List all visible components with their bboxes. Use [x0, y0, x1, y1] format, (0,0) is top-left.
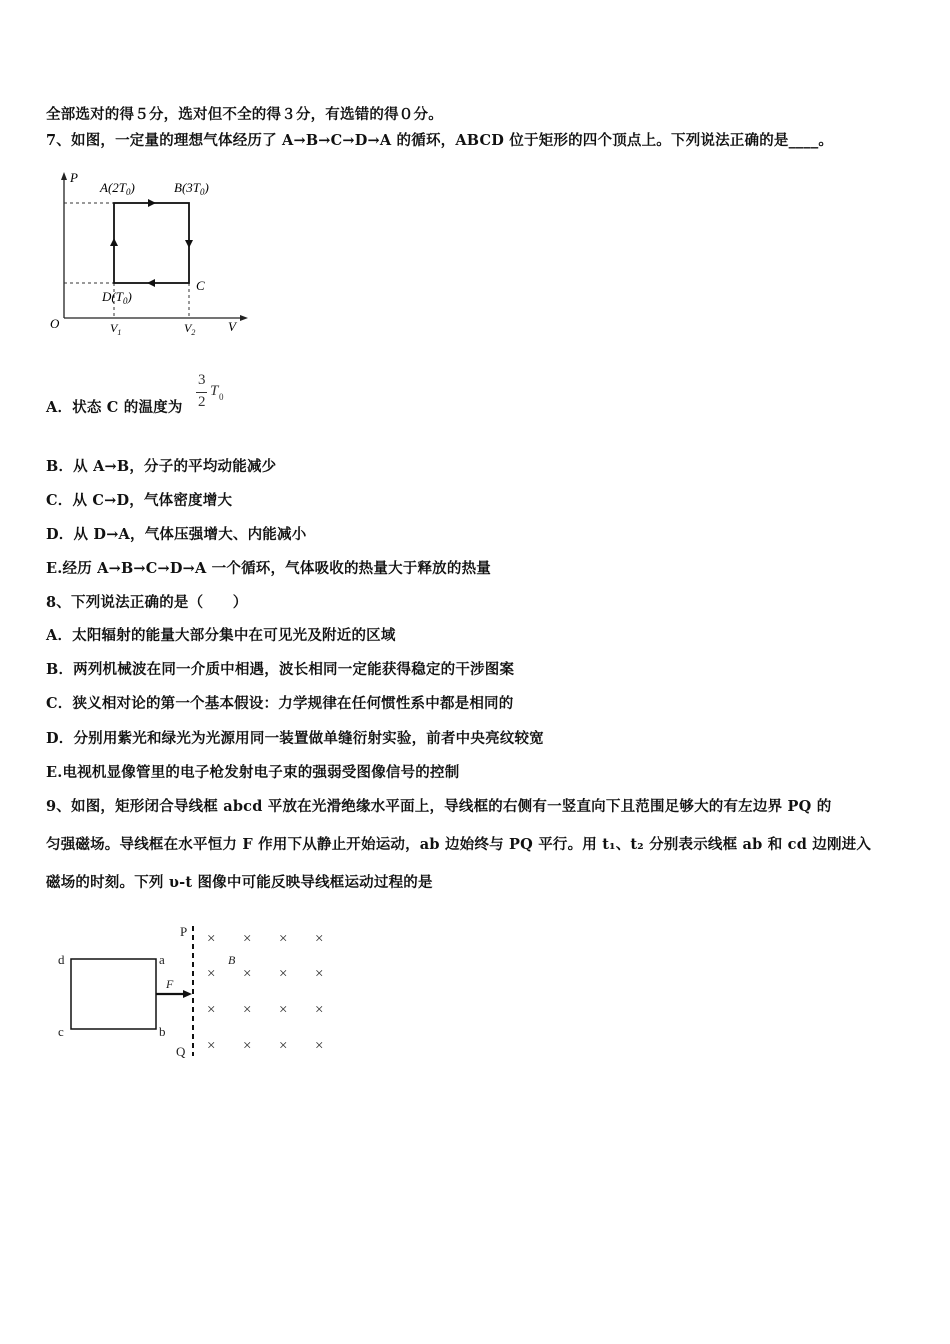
q8-option-e: E.电视机显像管里的电子枪发射电子束的强弱受图像信号的控制: [46, 764, 460, 781]
field-cross: ×: [279, 966, 288, 982]
label-q: Q: [176, 1044, 186, 1059]
point-a-close: ): [130, 180, 135, 195]
label-b-field: B: [228, 953, 236, 967]
field-cross: ×: [315, 1002, 324, 1018]
point-d-label: D(T: [102, 289, 123, 304]
q7-option-e: E.经历 A→B→C→D→A 一个循环，气体吸收的热量大于释放的热量: [46, 560, 491, 577]
field-cross: ×: [207, 1002, 216, 1018]
field-cross: ×: [243, 966, 252, 982]
point-b-sub: 0: [200, 187, 205, 197]
point-c-label: C: [196, 278, 205, 293]
label-f: F: [166, 977, 174, 991]
v2-label: V: [184, 321, 192, 335]
wire-frame: [71, 959, 156, 1029]
point-b-close: ): [204, 180, 209, 195]
fraction-numerator: 3: [198, 372, 206, 388]
pv-diagram: [44, 168, 259, 340]
field-diagram: [50, 918, 350, 1068]
svg-text:A(2T0): [99, 180, 135, 197]
axis-p-label: P: [70, 170, 78, 185]
q7-option-b: B．从 A→B，分子的平均动能减少: [46, 458, 277, 475]
question-9-stem-line3: 磁场的时刻。下列 υ-t 图像中可能反映导线框运动过程的是: [46, 874, 433, 891]
point-d-sub: 0: [122, 296, 128, 306]
q8-option-b: B．两列机械波在同一介质中相遇，波长相同一定能获得稳定的干涉图案: [46, 661, 515, 678]
q7-option-a: A．状态 C 的温度为: [46, 399, 183, 416]
field-cross: ×: [315, 1038, 324, 1054]
point-b-label: B(3T: [174, 180, 200, 195]
question-7-stem: 7、如图，一定量的理想气体经历了 A→B→C→D→A 的循环，ABCD 位于矩形的四个顶点上。下列说法正确的是____。: [46, 132, 834, 149]
label-p: P: [180, 924, 188, 939]
fraction-bar: [196, 392, 207, 393]
label-d: d: [58, 952, 65, 967]
field-cross: ×: [279, 1038, 288, 1054]
label-b: b: [159, 1024, 166, 1039]
field-cross: ×: [243, 931, 252, 947]
q8-option-c: C．狭义相对论的第一个基本假设：力学规律在任何惯性系中都是相同的: [46, 695, 514, 712]
fraction-denominator: 2: [198, 394, 206, 410]
question-9-stem-line2: 匀强磁场。导线框在水平恒力 F 作用下从静止开始运动，ab 边始终与 PQ 平行。用 t₁、t₂ 分别表示线框 ab 和 cd 边刚进入: [46, 836, 872, 853]
label-a: a: [159, 952, 165, 967]
field-cross: ×: [315, 966, 324, 982]
instruction-line: 全部选对的得５分，选对但不全的得３分，有选错的得０分。: [46, 106, 443, 123]
field-cross: ×: [279, 1002, 288, 1018]
fraction-three-halves: [196, 372, 228, 416]
v2-sub: 2: [191, 328, 196, 337]
label-c: c: [58, 1024, 64, 1039]
origin-label: O: [50, 316, 60, 331]
point-a-sub: 0: [126, 187, 131, 197]
field-cross: ×: [243, 1038, 252, 1054]
svg-text:B(3T0): [174, 180, 209, 197]
svg-text:D(T0): [101, 289, 132, 306]
fraction-variable: T: [210, 383, 219, 399]
field-cross: ×: [207, 1038, 216, 1054]
field-cross: ×: [243, 1002, 252, 1018]
fraction-subscript: 0: [219, 392, 224, 402]
field-cross: ×: [315, 931, 324, 947]
question-8-stem: 8、下列说法正确的是（ ）: [46, 594, 248, 611]
v1-sub: 1: [117, 328, 122, 337]
point-a-label: A(2T: [100, 180, 126, 195]
field-cross: ×: [207, 931, 216, 947]
svg-text:V2: [184, 321, 195, 337]
svg-text:V1: [110, 321, 121, 337]
q8-option-d: D．分别用紫光和绿光为光源用同一装置做单缝衍射实验，前者中央亮纹较宽: [46, 730, 544, 747]
q7-option-c: C．从 C→D，气体密度增大: [46, 492, 233, 509]
q7-option-d: D．从 D→A，气体压强增大、内能减小: [46, 526, 307, 543]
axis-v-label: V: [228, 319, 236, 334]
field-cross: ×: [207, 966, 216, 982]
v1-label: V: [110, 321, 118, 335]
question-9-stem-line1: 9、如图，矩形闭合导线框 abcd 平放在光滑绝缘水平面上，导线框的右侧有一竖直向下且范围足够大的有左边界 PQ 的: [46, 798, 832, 815]
q8-option-a: A．太阳辐射的能量大部分集中在可见光及附近的区域: [46, 627, 396, 644]
point-d-close: ): [127, 289, 132, 304]
field-cross: ×: [279, 931, 288, 947]
